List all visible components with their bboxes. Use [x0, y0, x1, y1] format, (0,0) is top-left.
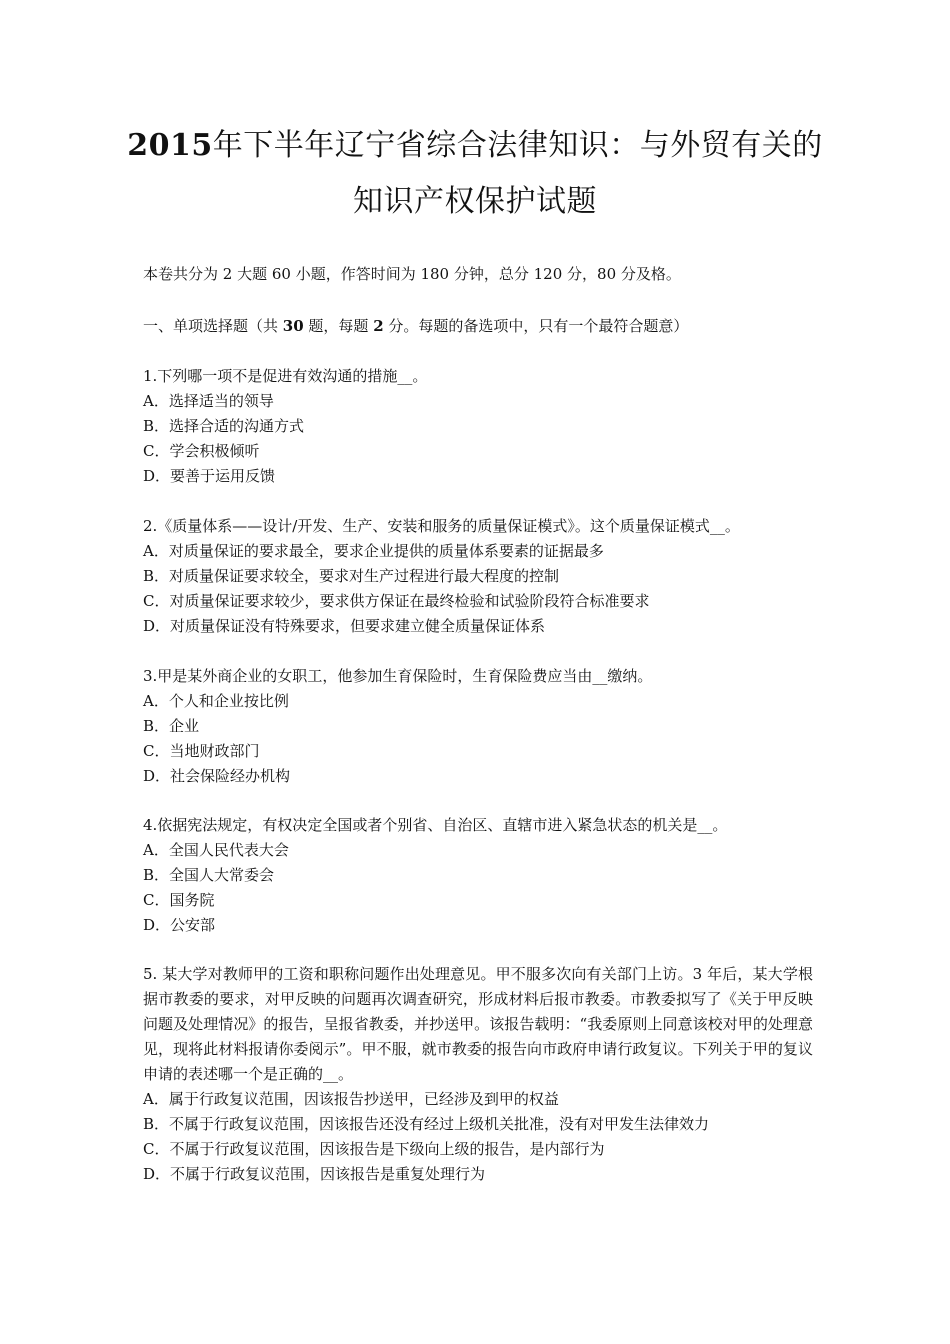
question-stem: 2.《质量体系——设计/开发、生产、安装和服务的质量保证模式》。这个质量保证模式__。	[143, 517, 740, 535]
section-mid: 题，每题	[303, 317, 374, 335]
option-a: A．对质量保证的要求最全，要求企业提供的质量体系要素的证据最多	[143, 542, 604, 560]
option-d: D．要善于运用反馈	[143, 467, 276, 485]
section-suffix: 分。每题的备选项中，只有一个最符合题意）	[383, 317, 689, 335]
option-a: A．全国人民代表大会	[143, 841, 289, 859]
question-stem: 4.依据宪法规定，有权决定全国或者个别省、自治区、直辖市进入紧急状态的机关是__。	[143, 816, 728, 834]
option-a: A．选择适当的领导	[143, 392, 274, 410]
question-4	[143, 813, 813, 938]
document-title	[110, 118, 840, 230]
option-c: C．学会积极倾听	[143, 442, 260, 460]
option-b: B．对质量保证要求较全，要求对生产过程进行最大程度的控制	[143, 567, 560, 585]
question-stem: 3.甲是某外商企业的女职工，他参加生育保险时，生育保险费应当由__缴纳。	[143, 667, 653, 685]
question-2	[143, 514, 813, 639]
option-d: D．社会保险经办机构	[143, 767, 291, 785]
title-line-2: 知识产权保护试题	[353, 184, 597, 219]
option-a: A．个人和企业按比例	[143, 692, 289, 710]
exam-intro: 本卷共分为 2 大题 60 小题，作答时间为 180 分钟，总分 120 分，80 分及格。	[143, 265, 681, 283]
section-points: 2	[373, 317, 384, 335]
option-c: C．国务院	[143, 891, 215, 909]
option-b: B．企业	[143, 717, 200, 735]
option-c: C．对质量保证要求较少，要求供方保证在最终检验和试验阶段符合标准要求	[143, 592, 650, 610]
question-3	[143, 664, 813, 789]
section-heading	[143, 314, 688, 339]
option-b: B．全国人大常委会	[143, 866, 275, 884]
section-prefix: 一、单项选择题（共	[143, 317, 283, 335]
question-1	[143, 364, 813, 489]
option-c: C．当地财政部门	[143, 742, 260, 760]
title-text-line-1: 年下半年辽宁省综合法律知识：与外贸有关的	[212, 128, 823, 163]
option-b: B．不属于行政复议范围，因该报告还没有经过上级机关批准，没有对甲发生法律效力	[143, 1115, 710, 1133]
section-count: 30	[282, 317, 304, 335]
option-d: D．对质量保证没有特殊要求，但要求建立健全质量保证体系	[143, 617, 546, 635]
question-stem: 1.下列哪一项不是促进有效沟通的措施__。	[143, 367, 428, 385]
title-line-1	[110, 118, 840, 174]
option-c: C．不属于行政复议范围，因该报告是下级向上级的报告，是内部行为	[143, 1140, 605, 1158]
option-d: D．不属于行政复议范围，因该报告是重复处理行为	[143, 1165, 486, 1183]
option-d: D．公安部	[143, 916, 216, 934]
question-stem: 5. 某大学对教师甲的工资和职称问题作出处理意见。甲不服多次向有关部门上访。3 年后，某大学根据市教委的要求，对甲反映的问题再次调查研究，形成材料后报市教委。市教委拟写了《关于甲反映问题及处理情况》的报告，呈报省教委，并抄送甲。该报告载明：“我委原则上同意该校对甲的处理意见，现将此材料报请你委阅示”。甲不服，就市教委的报告向市政府申请行政复议。下列关于甲的复议申请的表述哪一个是正确的__。	[143, 965, 813, 1083]
option-b: B．选择合适的沟通方式	[143, 417, 305, 435]
option-a: A．属于行政复议范围，因该报告抄送甲，已经涉及到甲的权益	[143, 1090, 559, 1108]
question-5	[143, 962, 813, 1187]
title-year: 2015	[127, 128, 213, 163]
